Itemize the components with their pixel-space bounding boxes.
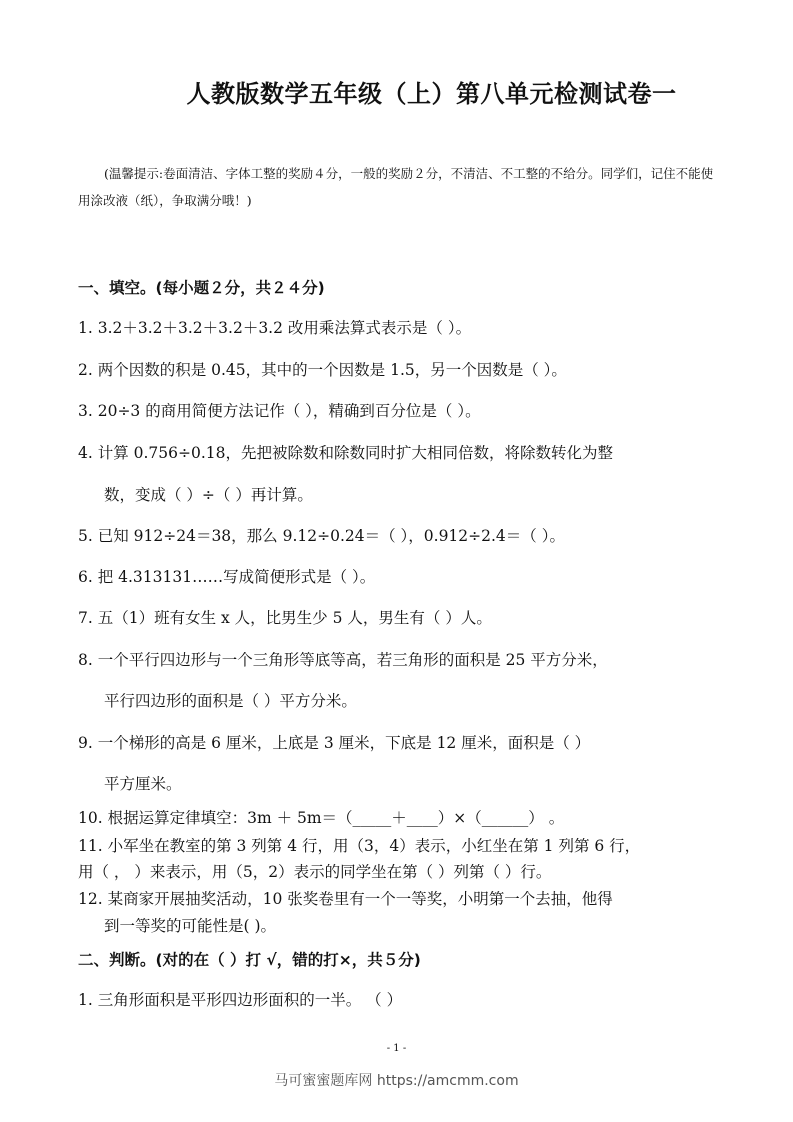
instructions-tip: (温馨提示:卷面清洁、字体工整的奖励４分，一般的奖励２分，不清洁、不工整的不给分。同学们，记住不能使用涂改液（纸），争取满分哦！) [78, 166, 714, 208]
question-8-line-2: 平行四边形的面积是（ ）平方分米。 [104, 692, 357, 710]
question-12-line-1: 12. 某商家开展抽奖活动，10 张奖卷里有一个一等奖，小明第一个去抽，他得 [78, 890, 613, 908]
page-title: 人教版数学五年级（上）第八单元检测试卷一 [186, 80, 677, 108]
watermark: 马可蜜蜜题库网 https://amcmm.com [274, 1073, 519, 1089]
question-3: 3. 20÷3 的商用简便方法记作（ ），精确到百分位是（ ）。 [78, 402, 481, 420]
question-7: 7. 五（1）班有女生 x 人，比男生少 5 人，男生有（ ）人。 [78, 609, 492, 627]
question-12-line-2: 到一等奖的可能性是( )。 [104, 917, 277, 935]
question-9-line-1: 9. 一个梯形的高是 6 厘米，上底是 3 厘米，下底是 12 厘米，面积是（ ） [78, 734, 591, 752]
judge-question-1: 1. 三角形面积是平形四边形面积的一半。 （ ） [78, 991, 403, 1009]
question-1: 1. 3.2＋3.2＋3.2＋3.2＋3.2 改用乘法算式表示是（ ）。 [78, 319, 472, 337]
question-9-line-2: 平方厘米。 [104, 775, 182, 793]
question-11-line-2: 用（ ， ）来表示，用（5，2）表示的同学坐在第（ ）列第（ ）行。 [78, 863, 552, 881]
section-true-false-heading: 二、判断。(对的在（ ）打 √，错的打×，共５分) [78, 951, 421, 969]
question-8-line-1: 8. 一个平行四边形与一个三角形等底等高，若三角形的面积是 25 平方分米， [78, 651, 608, 669]
question-4-line-2: 数，变成（ ）÷（ ）再计算。 [104, 486, 313, 504]
question-6: 6. 把 4.313131……写成简便形式是（ ）。 [78, 568, 376, 586]
question-10: 10. 根据运算定律填空：3m ＋ 5m＝（_____＋____）×（______） 。 [78, 809, 565, 827]
section-fill-blank-heading: 一、填空。(每小题２分，共２４分) [78, 279, 325, 297]
question-11-line-1: 11. 小军坐在教室的第 3 列第 4 行，用（3，4）表示，小红坐在第 1 列第 6 行， [78, 837, 641, 855]
question-2: 2. 两个因数的积是 0.45，其中的一个因数是 1.5，另一个因数是（ ）。 [78, 361, 567, 379]
question-4-line-1: 4. 计算 0.756÷0.18，先把被除数和除数同时扩大相同倍数，将除数转化为整 [78, 444, 614, 462]
page-number: - 1 - [386, 1043, 407, 1054]
question-5: 5. 已知 912÷24＝38，那么 9.12÷0.24＝（ ），0.912÷2.4＝（ ）。 [78, 527, 565, 545]
